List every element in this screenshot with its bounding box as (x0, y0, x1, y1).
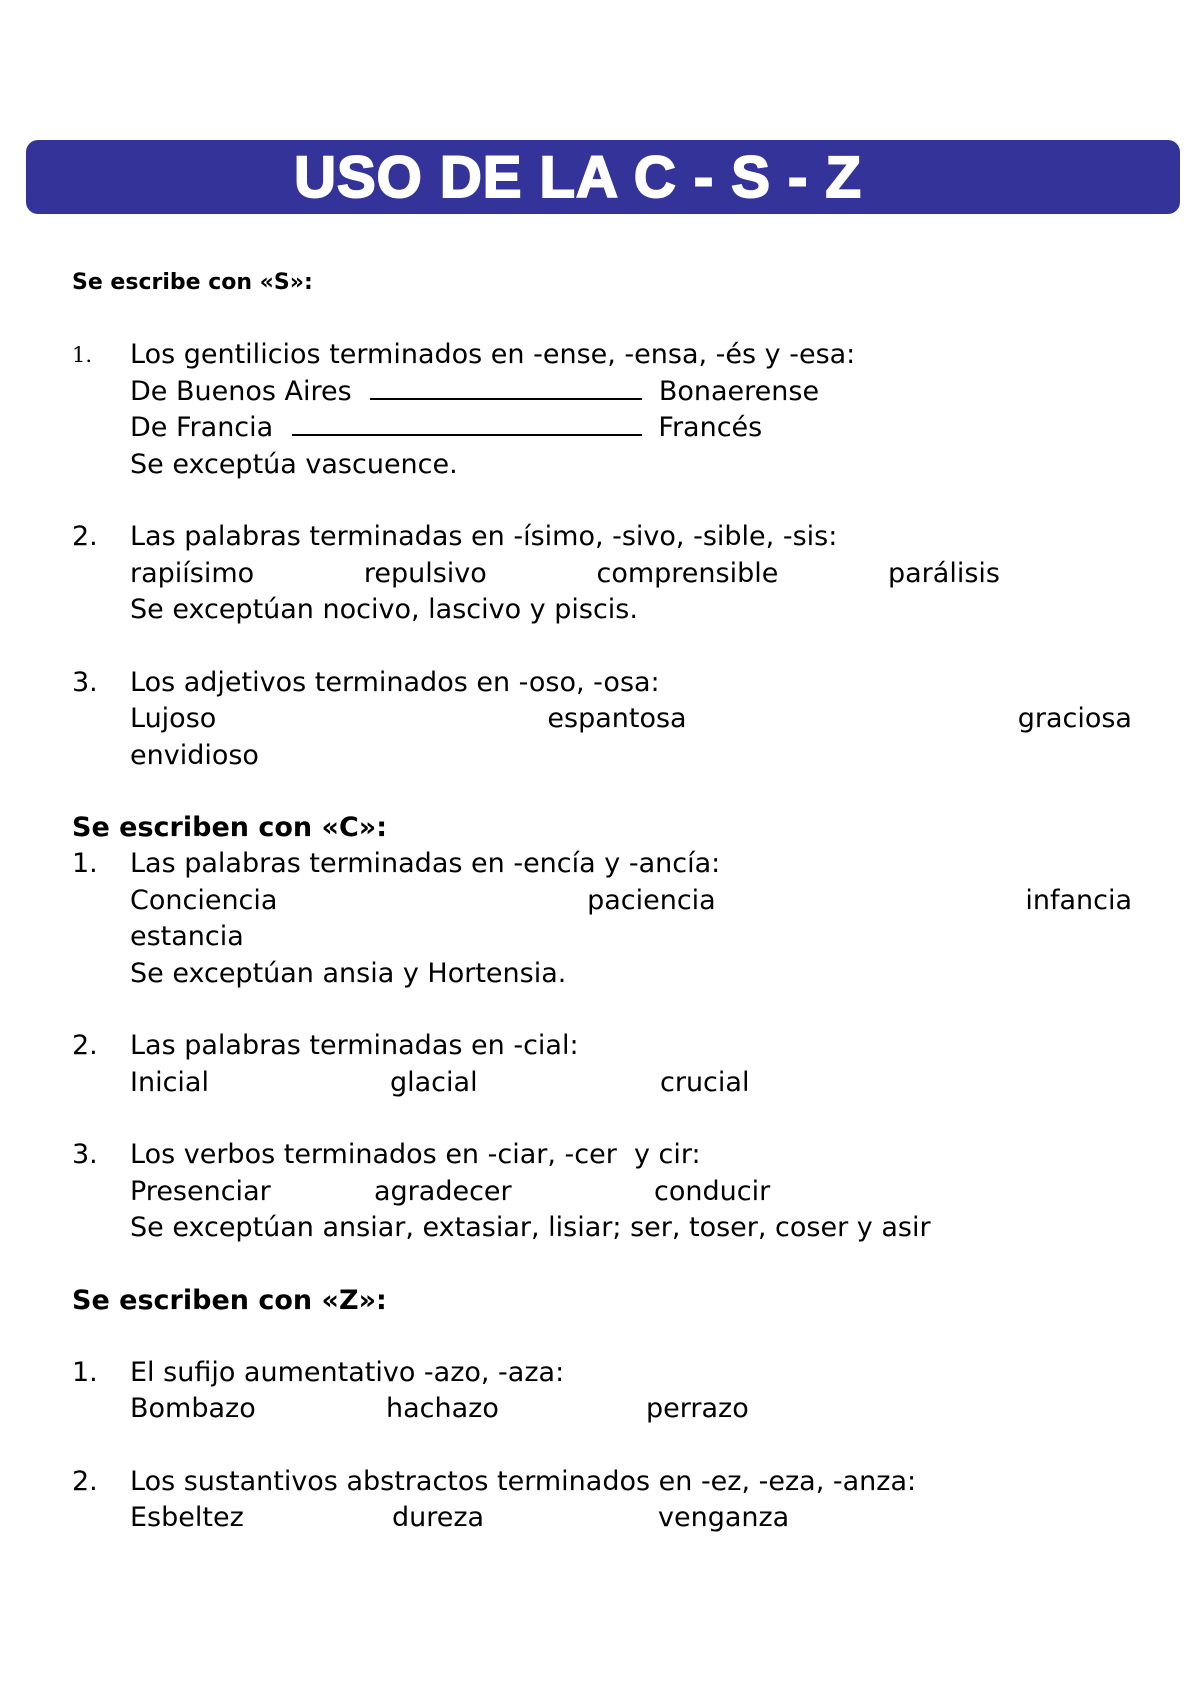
example-word: perrazo (646, 1393, 749, 1424)
answer-blank (292, 410, 642, 436)
example-words (130, 1391, 1132, 1428)
example-words (130, 556, 1000, 593)
example-row (130, 410, 1132, 447)
example-row (130, 374, 1132, 411)
example-word: paciencia (587, 884, 716, 916)
exception-text: Se exceptúa vascuence. (130, 448, 458, 480)
rule-z-1 (72, 1355, 1132, 1428)
example-source: De Buenos Aires (130, 375, 352, 407)
rule-c-2 (72, 1028, 1132, 1101)
example-words (130, 883, 1132, 920)
example-source: De Francia (130, 412, 274, 443)
rule-s-2 (72, 519, 1132, 629)
rule-z-2 (72, 1464, 1132, 1537)
section-heading-s: Se escribe con «S»: (72, 270, 313, 295)
rule-s-1 (72, 337, 1132, 483)
example-word: Inicial (130, 1066, 209, 1098)
rule-number: 1. (72, 1356, 98, 1388)
example-target: Bonaerense (658, 375, 820, 407)
example-target: Francés (658, 412, 763, 443)
rule-number: 3. (72, 666, 98, 698)
rule-c-1 (72, 846, 1132, 992)
example-word: agradecer (374, 1175, 512, 1207)
rule-number: 2. (72, 521, 98, 552)
exception-text: Se exceptúan ansiar, extasiar, lisiar; ser, toser, coser y asir (130, 1212, 931, 1243)
example-word: Conciencia (130, 884, 278, 916)
document-body (72, 265, 1132, 1537)
example-word: crucial (660, 1066, 750, 1098)
example-word: espantosa (547, 703, 687, 734)
rule-s-3 (72, 665, 1132, 775)
rule-text: Los gentilicios terminados en -ense, -ensa, -és y -esa: (130, 339, 856, 370)
rule-text: Los sustantivos abstractos terminados en -ez, -eza, -anza: (130, 1465, 917, 1497)
example-word: glacial (390, 1066, 478, 1098)
example-word: repulsivo (363, 557, 487, 589)
example-words (130, 701, 1132, 738)
example-word: infancia (1025, 884, 1132, 916)
example-word: hachazo (386, 1393, 499, 1424)
example-word: rapiísimo (130, 557, 255, 589)
example-word: conducir (654, 1175, 771, 1207)
rule-text: Las palabras terminadas en -cial: (130, 1030, 579, 1061)
example-word: Lujoso (130, 703, 217, 734)
exception-text: Se exceptúan ansia y Hortensia. (130, 957, 567, 989)
example-word: envidioso (130, 739, 259, 771)
section-heading-z: Se escriben con «Z»: (72, 1284, 387, 1316)
rule-number: 2. (72, 1030, 98, 1061)
rule-text: El sufijo aumentativo -azo, -aza: (130, 1356, 565, 1388)
example-word: Esbeltez (130, 1502, 244, 1533)
example-word: Bombazo (130, 1393, 256, 1424)
rule-number: 1. (72, 343, 93, 367)
rule-number: 2. (72, 1465, 98, 1497)
section-heading-c: Se escriben con «C»: (72, 812, 388, 843)
rule-text: Las palabras terminadas en -ísimo, -sivo, -sible, -sis: (130, 521, 838, 552)
exception-text: Se exceptúan nocivo, lascivo y piscis. (130, 594, 638, 625)
example-words (130, 1500, 1132, 1537)
rule-number: 1. (72, 848, 98, 879)
rule-text: Las palabras terminadas en -encía y -ancía: (130, 848, 721, 879)
example-words (130, 1174, 1132, 1211)
rule-text: Los adjetivos terminados en -oso, -osa: (130, 666, 660, 698)
answer-blank (370, 374, 642, 400)
example-word: venganza (658, 1502, 790, 1533)
rule-number: 3. (72, 1139, 98, 1170)
example-word: estancia (130, 921, 244, 952)
rule-c-3 (72, 1137, 1132, 1247)
rule-text: Los verbos terminados en -ciar, -cer y cir: (130, 1139, 701, 1170)
example-words (130, 1065, 1132, 1102)
example-word: Presenciar (130, 1175, 271, 1207)
example-word: comprensible (596, 557, 779, 589)
page-title: USO DE LA C - S - Z (294, 144, 862, 210)
example-word: dureza (392, 1502, 485, 1533)
example-word: graciosa (1017, 703, 1132, 734)
title-banner (26, 140, 1180, 214)
example-word: parálisis (888, 557, 1000, 589)
